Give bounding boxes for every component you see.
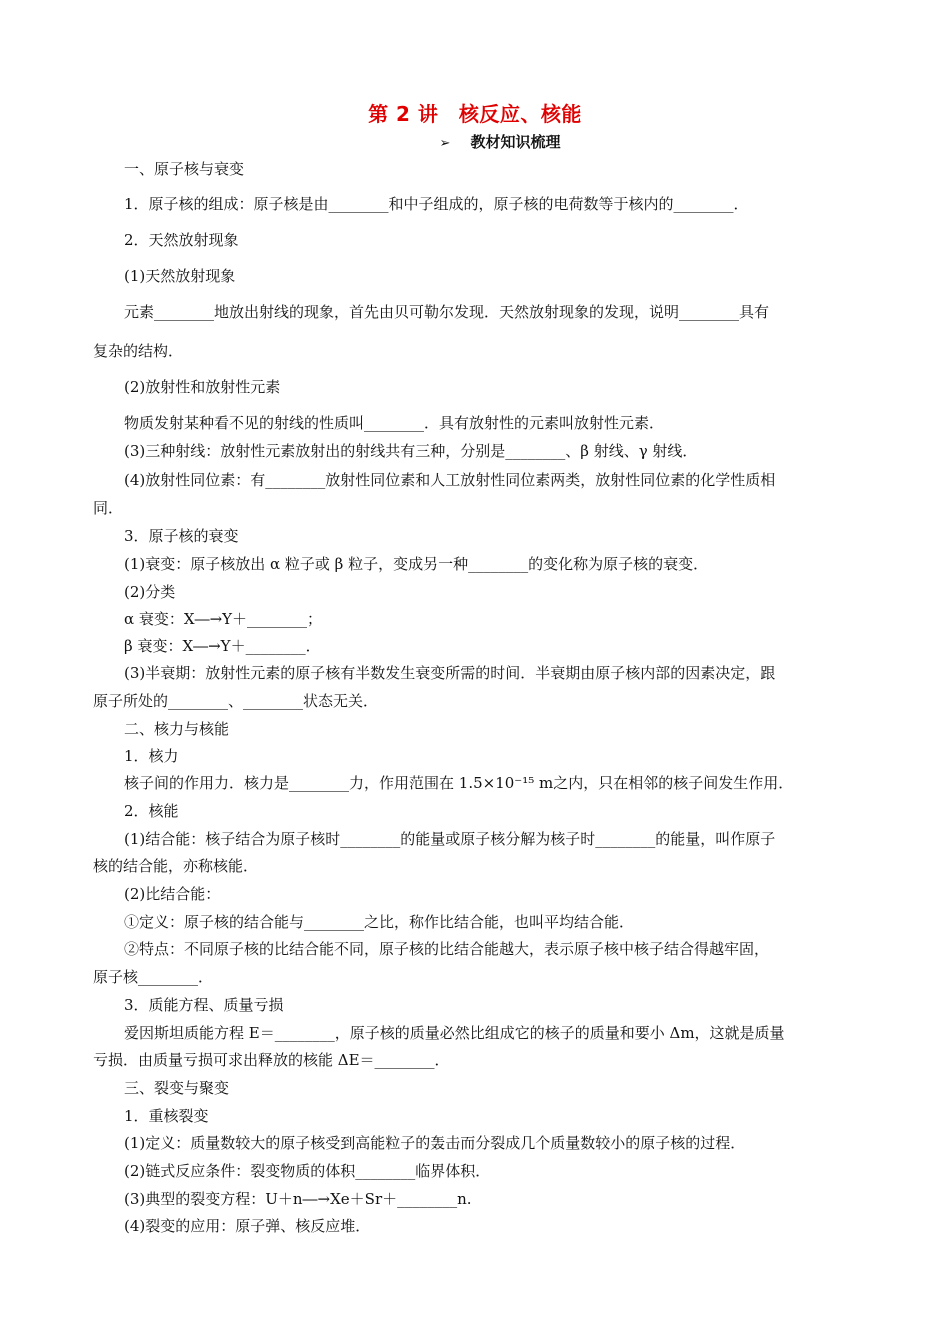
paragraph-line: (1)衰变：原子核放出 α 粒子或 β 粒子，变成另一种________的变化称为原子核的衰变．: [124, 555, 709, 573]
paragraph-line: 元素________地放出射线的现象，首先由贝可勒尔发现．天然放射现象的发现，说明________具有: [124, 303, 770, 321]
item-heading: (2)放射性和放射性元素: [124, 378, 281, 396]
equation-line: (3)典型的裂变方程：U＋n―→Xe＋Sr＋________n.: [124, 1190, 472, 1208]
subsection-heading: 3．质能方程、质量亏损: [124, 996, 284, 1014]
equation-line: β 衰变：X―→Y＋________．: [124, 637, 321, 655]
paragraph-line: 1．原子核的组成：原子核是由________和中子组成的，原子核的电荷数等于核内的________．: [124, 195, 749, 213]
paragraph-line: 复杂的结构．: [93, 342, 184, 360]
paragraph-line: 物质发射某种看不见的射线的性质叫________．具有放射性的元素叫放射性元素．: [124, 414, 665, 432]
paragraph-line: 原子核________．: [93, 968, 214, 986]
section-heading: 三、裂变与聚变: [124, 1079, 230, 1097]
subsection-heading: 3．原子核的衰变: [124, 527, 239, 545]
paragraph-line: 爱因斯坦质能方程 E＝________，原子核的质量必然比组成它的核子的质量和要小 Δm，这就是质量: [124, 1024, 785, 1042]
paragraph-line: (2)链式反应条件：裂变物质的体积________临界体积．: [124, 1162, 491, 1180]
subsection-heading: 1．重核裂变: [124, 1107, 209, 1125]
paragraph-line: ②特点：不同原子核的比结合能不同，原子核的比结合能越大，表示原子核中核子结合得越牢固，: [124, 940, 770, 958]
section-subtitle: [0, 131, 950, 152]
paragraph-line: ①定义：原子核的结合能与________之比，称作比结合能，也叫平均结合能．: [124, 913, 635, 931]
paragraph-line: (4)放射性同位素：有________放射性同位素和人工放射性同位素两类，放射性同位素的化学性质相: [124, 471, 776, 489]
paragraph-line: (3)半衰期：放射性元素的原子核有半数发生衰变所需的时间．半衰期由原子核内部的因素决定，跟: [124, 664, 776, 682]
section-heading: 二、核力与核能: [124, 720, 230, 738]
item-heading: (1)天然放射现象: [124, 267, 236, 285]
equation-line: α 衰变：X―→Y＋________；: [124, 610, 323, 628]
paragraph-line: (3)三种射线：放射性元素放射出的射线共有三种，分别是________、β 射线、γ 射线．: [124, 442, 698, 460]
paragraph-line: 核子间的作用力．核力是________力，作用范围在 1.5×10⁻¹⁵ m之内，只在相邻的核子间发生作用．: [124, 774, 794, 792]
paragraph-line: (4)裂变的应用：原子弹、核反应堆．: [124, 1217, 371, 1235]
paragraph-line: 亏损．由质量亏损可求出释放的核能 ΔE＝________．: [93, 1051, 450, 1069]
item-heading: (2)分类: [124, 583, 176, 601]
section-heading: 一、原子核与衰变: [124, 160, 245, 178]
page-title: 第 2 讲 核反应、核能: [368, 102, 582, 126]
item-heading: (2)比结合能：: [124, 885, 221, 903]
subsection-heading: 1．核力: [124, 747, 179, 765]
arrow-bullet-icon: ➢: [439, 136, 451, 151]
paragraph-line: (1)定义：质量数较大的原子核受到高能粒子的轰击而分裂成几个质量数较小的原子核的过程．: [124, 1134, 746, 1152]
subtitle-text: 教材知识梳理: [470, 133, 561, 151]
subsection-heading: 2．核能: [124, 802, 179, 820]
subsection-heading: 2．天然放射现象: [124, 231, 239, 249]
paragraph-line: 原子所处的________、________状态无关．: [93, 692, 379, 710]
paragraph-line: (1)结合能：核子结合为原子核时________的能量或原子核分解为核子时________的能量，叫作原子: [124, 830, 776, 848]
paragraph-line: 同．: [93, 499, 124, 517]
paragraph-line: 核的结合能，亦称核能．: [93, 857, 259, 875]
